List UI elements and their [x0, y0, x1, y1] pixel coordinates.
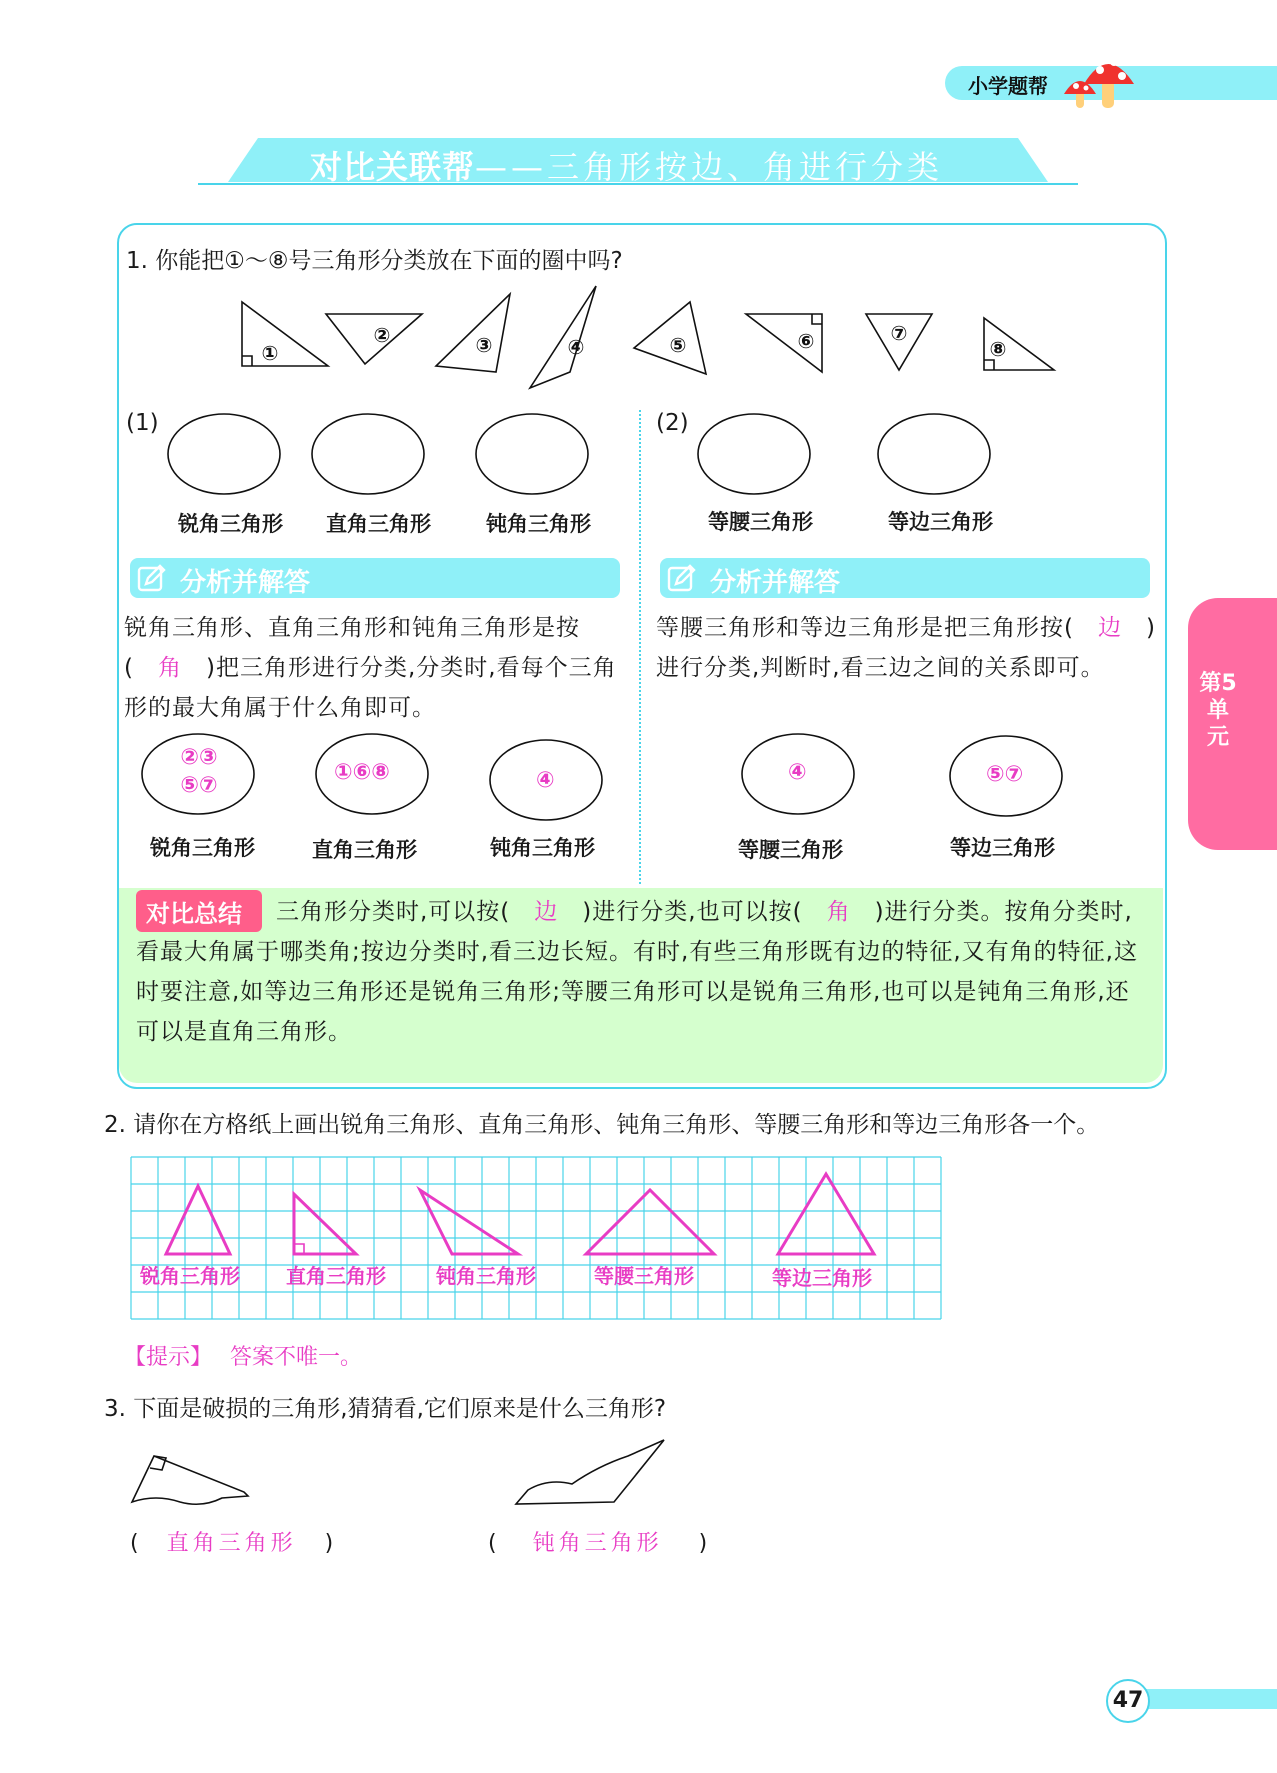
right-angle-mark	[242, 356, 252, 366]
triangle-1	[242, 302, 328, 366]
grid-label-equilateral: 等边三角形	[772, 1266, 872, 1290]
answer-isosceles-members: ④	[788, 760, 807, 785]
page-number: 47	[1106, 1679, 1150, 1723]
pencil-icon	[666, 563, 698, 593]
triangle-label-4: ④	[567, 335, 585, 359]
drawn-isosceles-triangle	[586, 1190, 714, 1254]
triangle-label-3: ③	[475, 333, 493, 357]
broken-right-triangle	[132, 1456, 248, 1504]
analysis-text-2: 等腰三角形和等边三角形是把三角形按( 边 )进行分类,判断时,看三边之间的关系即可。	[656, 615, 1156, 681]
mushroom-icon	[1062, 44, 1142, 114]
empty-circles-part2	[690, 408, 1010, 508]
drawn-obtuse-triangle	[420, 1190, 518, 1254]
analysis-title-1: 分析并解答	[180, 568, 311, 598]
answer-label-acute: 锐角三角形	[150, 836, 255, 860]
analysis-title-2: 分析并解答	[710, 568, 841, 598]
circle-label-acute: 锐角三角形	[178, 512, 283, 536]
grid-label-acute: 锐角三角形	[140, 1264, 240, 1288]
grid-label-obtuse: 钝角三角形	[436, 1264, 536, 1288]
right-angle-mark	[984, 360, 994, 370]
circle-label-obtuse: 钝角三角形	[486, 512, 591, 536]
q3-prompt: 3. 下面是破损的三角形,猜猜看,它们原来是什么三角形?	[104, 1396, 667, 1422]
empty-circles-part1	[160, 408, 600, 508]
answer-label-isosceles: 等腰三角形	[738, 838, 843, 862]
drawn-acute-triangle	[166, 1186, 230, 1254]
triangle-4	[530, 286, 596, 388]
summary-text: 三角形分类时,可以按( 边 )进行分类,也可以按( 角 )进行分类。按角分类时,看最大角属于哪类角;按边分类时,看三边长短。有时,有些三角形既有边的特征,又有角的特征,这时要注意,如等边三角形还是锐角三角形;等腰三角形可以是锐角三角形,也可以是钝角三角形,还可以是直角三角形。	[136, 899, 1138, 1045]
part2-marker: (2)	[656, 410, 689, 436]
right-angle-mark	[812, 314, 822, 324]
answer-label-equilateral: 等边三角形	[950, 836, 1055, 860]
triangle-label-2: ②	[373, 323, 391, 347]
grid-label-isosceles: 等腰三角形	[594, 1264, 694, 1288]
triangle-label-8: ⑧	[989, 337, 1007, 361]
answer-acute-members: ②③⑤⑦	[180, 745, 218, 798]
column-divider	[639, 410, 641, 884]
q3-answer-1: ( 直角三角形 )	[130, 1531, 334, 1556]
triangle-label-6: ⑥	[797, 329, 815, 353]
grid-paper	[130, 1156, 942, 1320]
hint: 【提示】 答案不唯一。	[124, 1345, 363, 1370]
q3-answer-2: ( 钝角三角形 )	[488, 1531, 708, 1556]
pencil-icon	[136, 563, 168, 593]
circle-label-isosceles: 等腰三角形	[708, 510, 813, 534]
broken-triangles	[128, 1436, 688, 1516]
triangle-row	[230, 282, 1070, 394]
unit-tab-label: 第5单元	[1199, 671, 1237, 750]
grid-label-right: 直角三角形	[286, 1264, 386, 1288]
summary-tag-text: 对比总结	[146, 900, 242, 928]
answer-circles-part2	[736, 730, 1076, 830]
circle-label-right: 直角三角形	[326, 512, 431, 536]
triangle-label-5: ⑤	[669, 333, 687, 357]
triangle-label-7: ⑦	[890, 321, 908, 345]
broken-obtuse-triangle	[516, 1440, 664, 1504]
triangle-3	[436, 294, 510, 372]
part1-marker: (1)	[126, 410, 159, 436]
section-title: 对比关联帮——三角形按边、角进行分类	[310, 148, 944, 186]
triangle-label-1: ①	[261, 341, 279, 365]
answer-label-right: 直角三角形	[312, 838, 417, 862]
circle-label-equilateral: 等边三角形	[888, 510, 993, 534]
q2-prompt: 2. 请你在方格纸上画出锐角三角形、直角三角形、钝角三角形、等腰三角形和等边三角形各一个。	[104, 1112, 1100, 1138]
answer-right-members: ①⑥⑧	[334, 760, 390, 785]
header-brand: 小学题帮	[968, 74, 1048, 98]
analysis-text-1: 锐角三角形、直角三角形和钝角三角形是按( 角 )把三角形进行分类,分类时,看每个三角形的最大角属于什么角即可。	[124, 615, 617, 721]
answer-obtuse-members: ④	[536, 768, 555, 793]
answer-equilateral-members: ⑤⑦	[986, 762, 1024, 787]
q1-prompt: 1. 你能把①～⑧号三角形分类放在下面的圈中吗?	[126, 248, 623, 274]
answer-label-obtuse: 钝角三角形	[490, 836, 595, 860]
